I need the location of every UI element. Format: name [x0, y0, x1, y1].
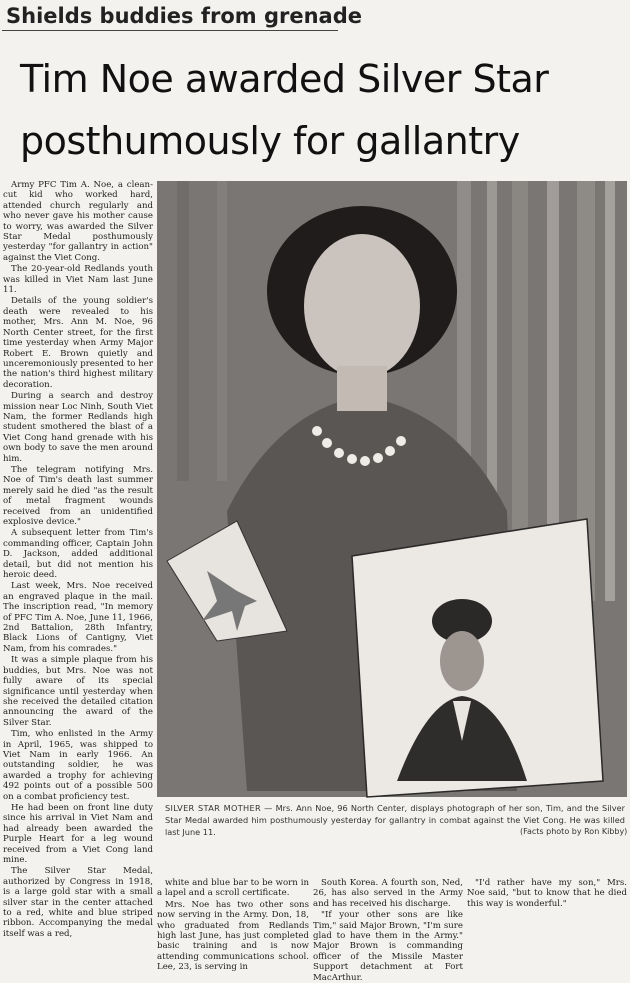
- photo-credit: (Facts photo by Ron Kibby): [520, 827, 628, 836]
- article-paragraph: A subsequent letter from Tim's commanding officer, Captain John D. Jackson, added additional detail, but did not mention his heroic deed.: [3, 528, 153, 581]
- article-paragraph: He had been on front line duty since his arrival in Viet Nam and had already been awarded the Purple Heart for a leg wound received from a Viet Cong land mine.: [3, 802, 153, 865]
- article-column-3: [313, 878, 463, 983]
- article-paragraph: It was a simple plaque from his buddies, but Mrs. Noe was not fully aware of its special significance until yesterday when she received the detailed citation announcing the award of the Silver Star.: [3, 655, 153, 728]
- photo-caption: [165, 802, 628, 842]
- kicker-headline: Shields buddies from grenade: [2, 2, 338, 31]
- article-paragraph: The 20-year-old Redlands youth was killed in Viet Nam last June 11.: [3, 264, 153, 296]
- article-column-4: [467, 878, 627, 958]
- article-paragraph: Details of the young soldier's death were revealed to his mother, Mrs. Ann M. Noe, 96 North Center street, for the first time yesterday when Army Major Robert E. Brown quietly and unceremoniously presented to her the nation's third highest military decoration.: [3, 296, 153, 390]
- article-paragraph: "If your other sons are like Tim," said Major Brown, "I'm sure glad to have them in the Army." Major Brown is commanding officer of the Missile Master Support detachment at Fort MacArthur.: [313, 910, 463, 983]
- caption-text: — Mrs. Ann Noe, 96 North Center, displays photograph of her son, Tim, and the Silver Star Medal awarded him posthumously yesterday for gallantry in combat against the Viet Cong. He was killed last June 11.: [165, 803, 625, 837]
- article-paragraph: The Silver Star Medal, authorized by Congress in 1918, is a large gold star with a small silver star in the center attached to a red, white and blue striped ribbon. Accompanying the medal itself was a red,: [3, 866, 153, 939]
- news-photo: [157, 181, 627, 797]
- article-paragraph: Mrs. Noe has two other sons now serving in the Army. Don, 18, who graduated from Redlands high last June, has just completed basic training and is now attending communications school. Lee, 23, is serving in: [157, 899, 309, 973]
- article-column-1: [3, 180, 153, 956]
- article-paragraph: white and blue bar to be worn in a lapel and a scroll certificate.: [157, 878, 309, 899]
- caption-lead: SILVER STAR MOTHER: [165, 803, 261, 813]
- article-paragraph: Tim, who enlisted in the Army in April, 1965, was shipped to Viet Nam in early 1966. An outstanding soldier, he was awarded a trophy for achieving 492 points out of a possible 500 on a combat proficiency test.: [3, 729, 153, 802]
- article-column-2: [157, 878, 309, 973]
- article-paragraph: During a search and destroy mission near Loc Ninh, South Viet Nam, the former Redlands high student smothered the blast of a Viet Cong hand grenade with his own body to save the men around him.: [3, 391, 153, 464]
- headline-line-2: posthumously for gallantry: [20, 119, 520, 163]
- article-paragraph: "I'd rather have my son," Mrs. Noe said, "but to know that he died this way is wonderful.": [467, 878, 627, 909]
- page-title: [20, 48, 620, 172]
- photo-illustration: [157, 181, 627, 797]
- article-paragraph: The telegram notifying Mrs. Noe of Tim's death last summer merely said he died "as the result of metal fragment wounds received from an unidentified explosive device.": [3, 464, 153, 527]
- article-paragraph: Last week, Mrs. Noe received an engraved plaque in the mail. The inscription read, "In memory of PFC Tim A. Noe, June 11, 1966, 2nd Battalion, 28th Infantry, Black Lions of Cantigny, Viet Nam, from his comrades.": [3, 581, 153, 654]
- article-paragraph: South Korea. A fourth son, Ned, 26, has also served in the Army and has received his discharge.: [313, 878, 463, 909]
- article-paragraph: Army PFC Tim A. Noe, a clean-cut kid who worked hard, attended church regularly and who never gave his mother cause to worry, was awarded the Silver Star Medal posthumously yesterday "for gallantry in action" against the Viet Cong.: [3, 180, 153, 263]
- headline-line-1: Tim Noe awarded Silver Star: [20, 57, 549, 101]
